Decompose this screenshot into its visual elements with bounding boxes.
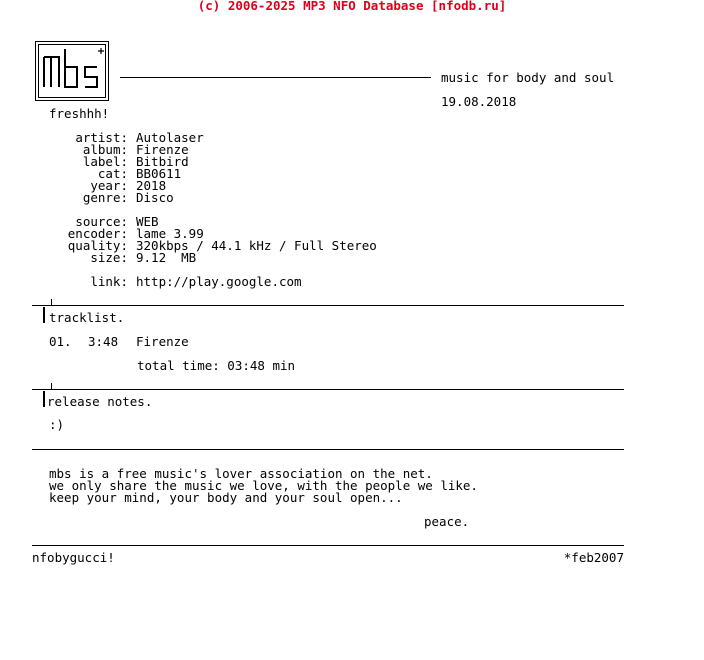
section-bar (43, 391, 45, 407)
info-label: quality: (67, 238, 128, 253)
section-rule-tick (32, 305, 42, 306)
info-label: link: (90, 274, 128, 289)
info-value: BB0611 (136, 166, 182, 181)
section-rule-tick (32, 389, 42, 390)
info-value: Disco (136, 190, 174, 205)
info-label: cat: (97, 166, 128, 181)
footer-rule (32, 545, 624, 546)
footer-date: *feb2007 (563, 550, 624, 565)
track-title: Firenze (136, 334, 189, 349)
section-rule (32, 389, 624, 390)
info-value: WEB (136, 214, 159, 229)
track-time: 3:48 (88, 334, 119, 349)
total-time: total time: 03:48 min (137, 358, 296, 373)
info-label: label: (82, 154, 128, 169)
info-label: artist: (75, 130, 128, 145)
tracklist-heading: tracklist. (49, 310, 125, 325)
mbs-logo (35, 41, 109, 101)
tagline: music for body and soul (441, 70, 615, 85)
info-value: Autolaser (136, 130, 204, 145)
info-label: year: (90, 178, 128, 193)
about-line: keep your mind, your body and your soul open... (49, 490, 403, 505)
info-value: lame 3.99 (136, 226, 204, 241)
info-value: 320kbps / 44.1 kHz / Full Stereo (136, 238, 377, 253)
info-label: size: (90, 250, 128, 265)
section-rule-tick (51, 383, 52, 389)
footer-credit: nfobygucci! (32, 550, 115, 565)
info-label: genre: (82, 190, 128, 205)
section-bar (43, 307, 45, 323)
info-value: 2018 (136, 178, 167, 193)
section-rule (32, 305, 624, 306)
info-label: album: (82, 142, 128, 157)
info-value: Bitbird (136, 154, 189, 169)
section-rule-tick (51, 299, 52, 305)
info-label: source: (75, 214, 128, 229)
info-value: http://play.google.com (136, 274, 302, 289)
release-date: 19.08.2018 (441, 94, 517, 109)
header-rule (120, 77, 431, 78)
release-notes-text: :) (49, 417, 65, 432)
section-rule (32, 449, 624, 450)
intro-text: freshhh! (49, 106, 110, 121)
info-label: encoder: (67, 226, 128, 241)
release-notes-heading: release notes. (47, 394, 153, 409)
info-value: 9.12 MB (136, 250, 197, 265)
nfodb-header: (c) 2006-2025 MP3 NFO Database [nfodb.ru] (197, 0, 507, 13)
about-line: mbs is a free music's lover association on the net. (49, 466, 433, 481)
signoff: peace. (424, 514, 470, 529)
track-number: 01. (49, 334, 72, 349)
info-value: Firenze (136, 142, 189, 157)
about-line: we only share the music we love, with the people we like. (49, 478, 478, 493)
